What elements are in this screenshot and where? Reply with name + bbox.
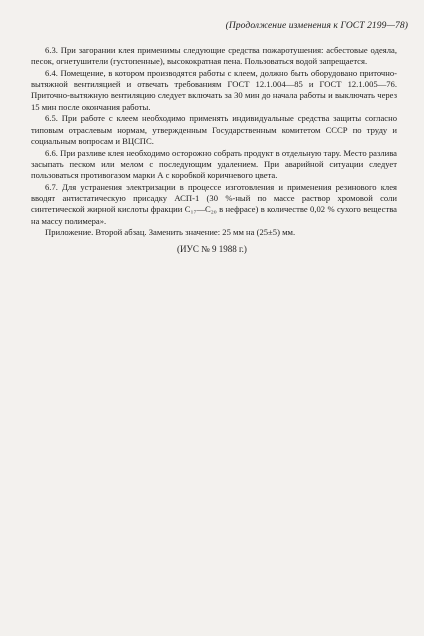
continuation-header: (Продолжение изменения к ГОСТ 2199—78) (225, 21, 408, 31)
appendix-note: Приложение. Второй абзац. Заменить значение: 25 мм на (25±5) мм. (45, 227, 296, 238)
paragraph-6-3: 6.3. При загорании клея применимы следующие средства пожаротушения: асбестовые одеяла, песок, огнетушители (густопенные), высокократная пена. Пользоваться водой запрещается. (31, 45, 397, 67)
document-body (31, 45, 397, 239)
paragraph-6-7: 6.7. Для устранения электризации в процессе изготовления и применения резинового клея вводят антистатическую присадку АСП-1 (30 %-ный по массе раствор хромовой соли синтетической жирной кислоты фракции C₁₇—C₂₀ в нефрасе) в количестве 0,02 % сухого вещества на массу полимера». (31, 181, 397, 226)
paragraph-6-6: 6.6. При разливе клея необходимо осторожно собрать продукт в отдельную тару. Место разлива засыпать песком или мелом с последующим удалением. При аварийной ситуации следует пользоваться противогазом марки А с коробкой коричневого цвета. (31, 147, 397, 181)
paragraph-6-5: 6.5. При работе с клеем необходимо применять индивидуальные средства защиты согласно типовым отраслевым нормам, утвержденным Государственным комитетом СССР по труду и социальным вопросам и ВЦСПС. (31, 113, 397, 146)
paragraph-6-4: 6.4. Помещение, в котором производятся работы с клеем, должно быть оборудовано приточно-вытяжной вентиляцией и отвечать требованиям ГОСТ 12.1.004—85 и ГОСТ 12.1.005—76. Приточно-вытяжную вентиляцию следует включать за 30 мин до начала работы и выключать через 15 мин после окончания работы. (31, 67, 397, 112)
issue-reference: (ИУС № 9 1988 г.) (177, 244, 247, 254)
